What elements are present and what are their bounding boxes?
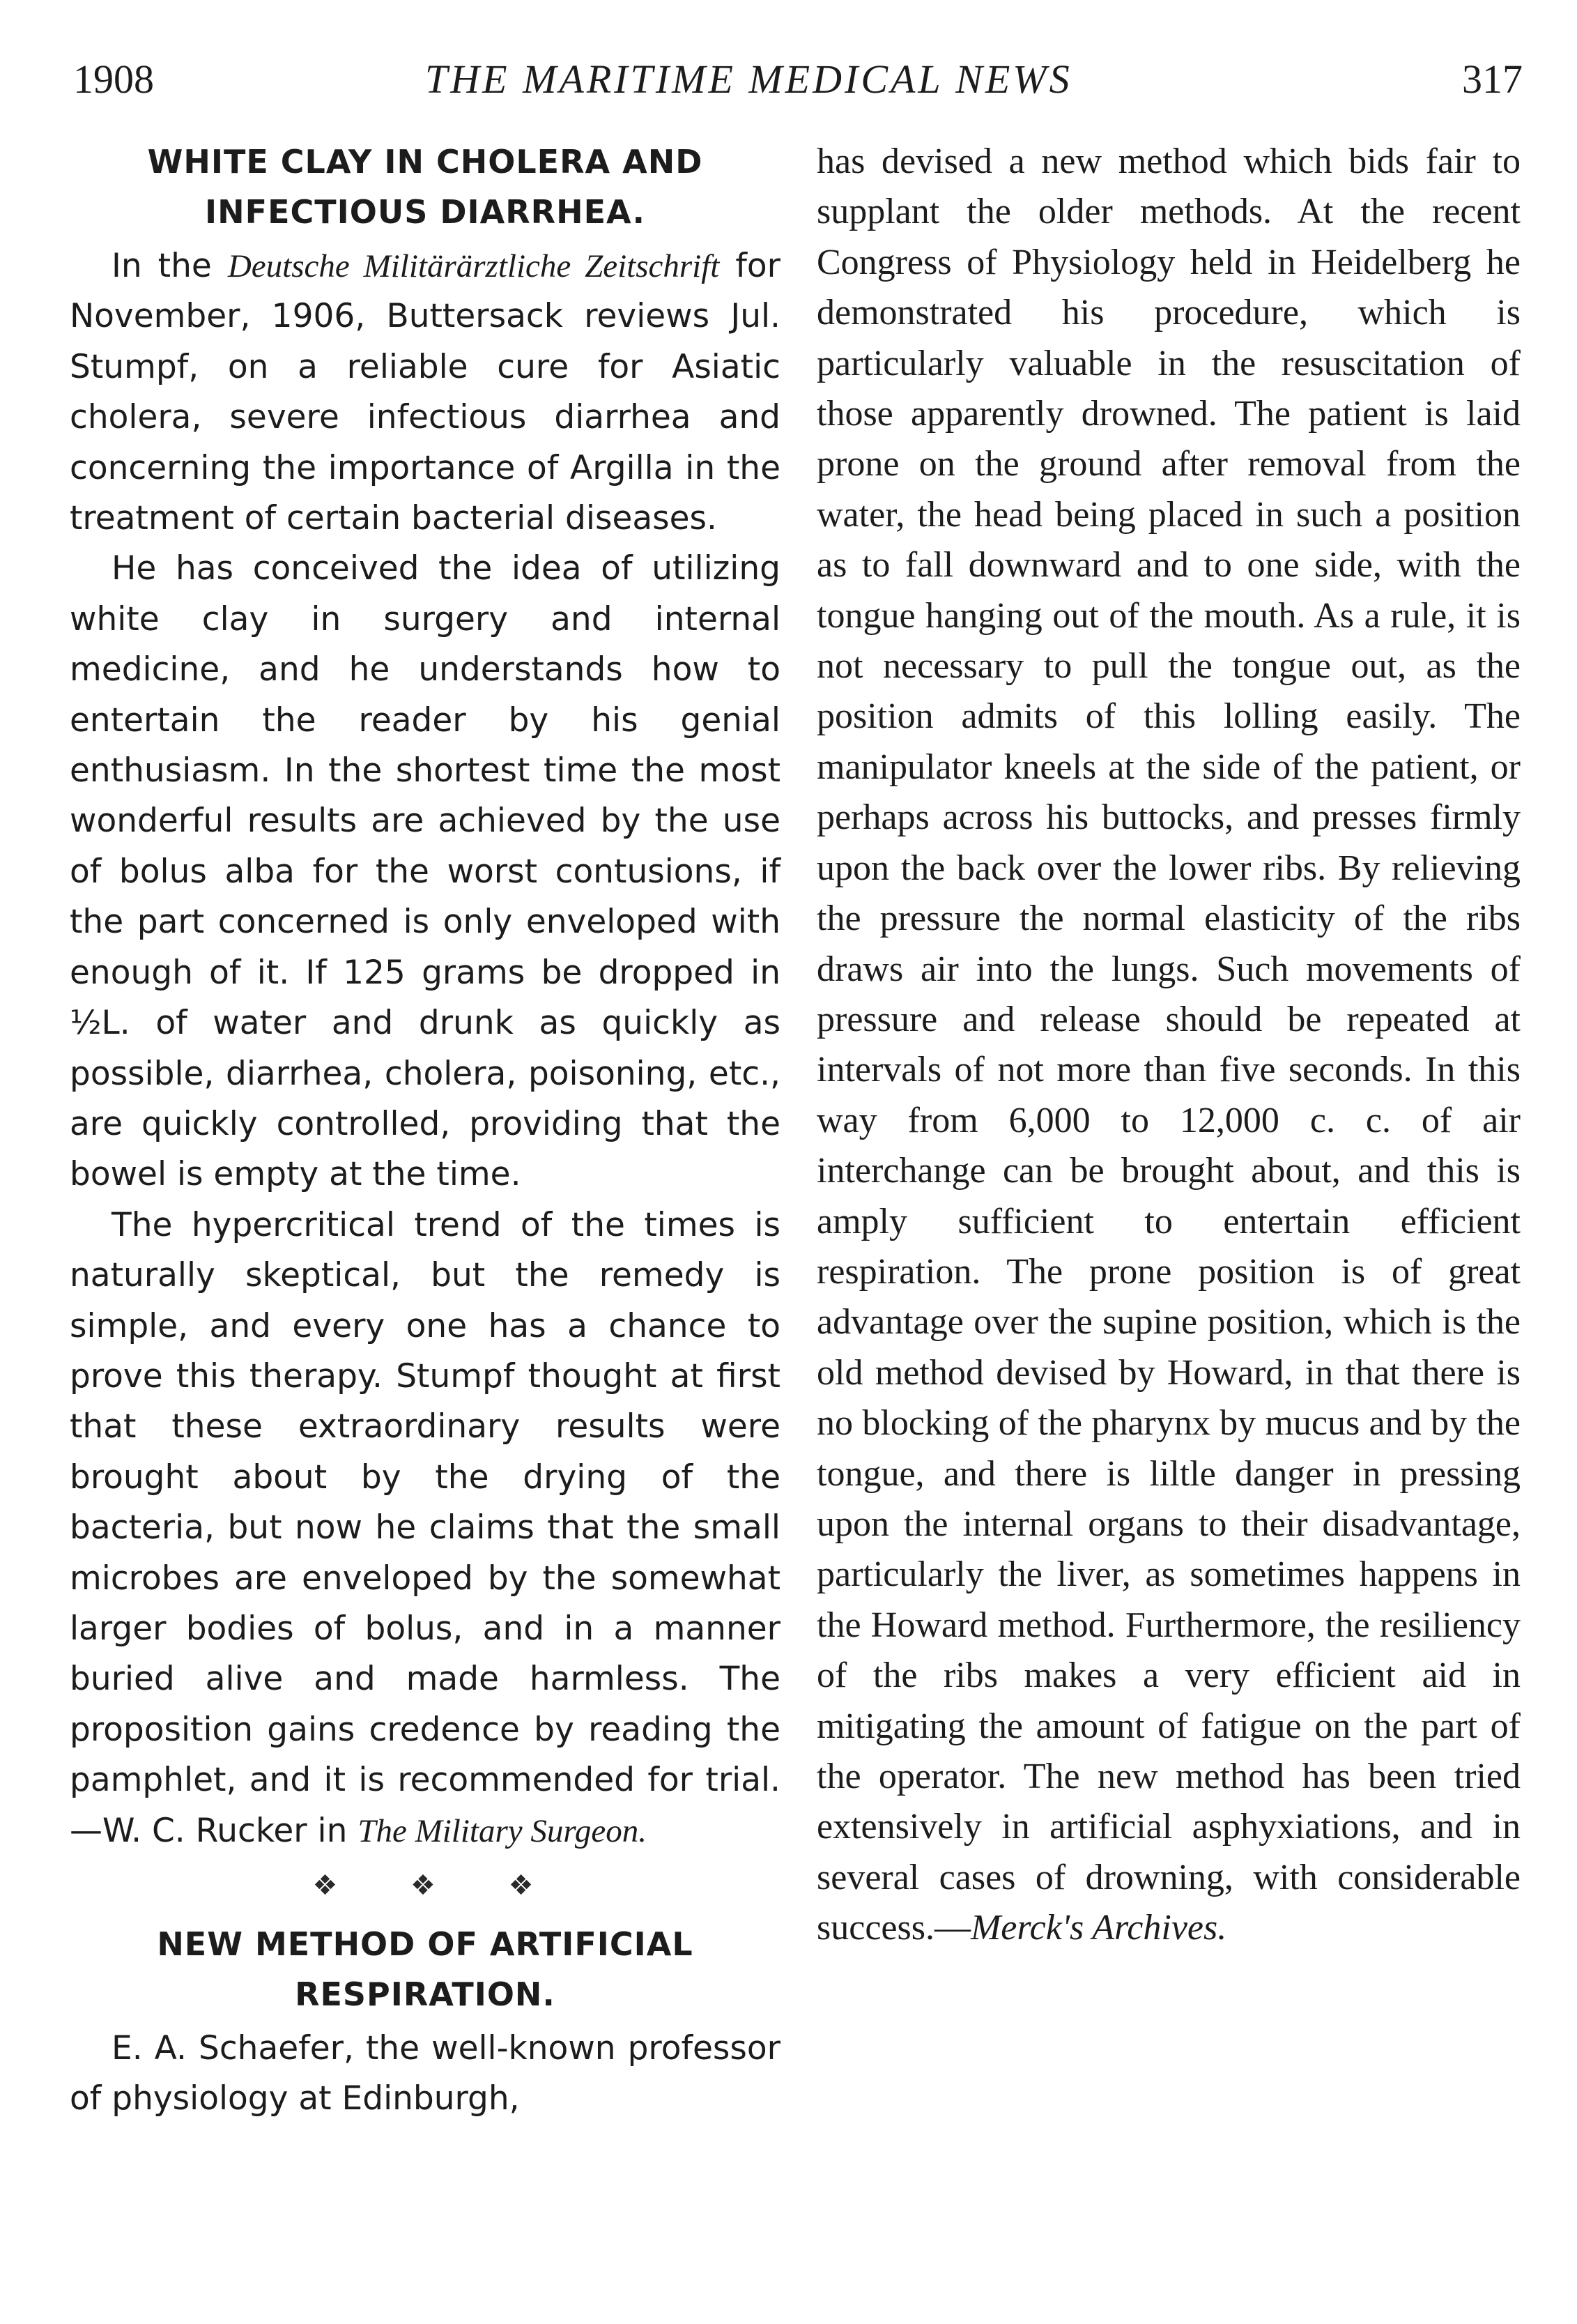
article1-paragraph-2: He has conceived the idea of utilizing white clay in surgery and internal medicine, and he understands how to entertain the reader by his genial enthusiasm. In the shortest time the most wonderful results are achieved by the use of bolus alba for the worst contusions, if the part concerned is only enveloped with enough of it. If 125 grams be dropped in ½L. of water and drunk as quickly as possible, diarrhea, cholera, poisoning, etc., are quickly controlled, providing that the bowel is empty at the time. xyxy=(70,549,780,1194)
page-number: 317 xyxy=(1462,56,1523,102)
article2-heading xyxy=(70,1919,780,2019)
article1-heading-line2: INFECTIOUS DIARRHEA. xyxy=(205,193,645,231)
right-column xyxy=(817,137,1521,1954)
section-ornament: ❖ ❖ ❖ xyxy=(312,1870,566,1902)
article2-paragraph-1: E. A. Schaefer, the well-known professor of physiology at Edinburgh, xyxy=(70,2029,780,2118)
article2-heading-line2: RESPIRATION. xyxy=(295,1975,555,2013)
article1-source: The Military Surgeon. xyxy=(357,1812,647,1849)
article1-heading-line1: WHITE CLAY IN CHOLERA AND xyxy=(147,143,703,181)
article1-p1-body: for November, 1906, Buttersack reviews Jul. Stumpf, on a reliable cure for Asiatic cholera, severe infectious diarrhea and concerning the importance of Argilla in the treatment of certain bacterial diseases. xyxy=(70,247,780,538)
header-year: 1908 xyxy=(73,56,154,102)
article1-heading xyxy=(70,137,780,237)
article2-paragraph-continued xyxy=(817,137,1521,1954)
article1-paragraph-3 xyxy=(70,1200,780,1856)
running-header xyxy=(73,56,1523,112)
journal-name: Deutsche Militärärztliche Zeitschrift xyxy=(227,248,720,284)
journal-title: THE MARITIME MEDICAL NEWS xyxy=(425,56,1072,102)
left-column xyxy=(70,137,780,2125)
article2-body: has devised a new method which bids fair to supplant the older methods. At the recent Congress of Physiology held in Heidelberg he demonstrated his procedure, which is particularly valuable in the resuscitation of those apparently drowned. The patient is laid prone on the ground after removal from the water, the head being placed in such a position as to fall downward and to one side, with the tongue hanging out of the mouth. As a rule, it is not necessary to pull the tongue out, as the position admits of this lolling easily. The manipulator kneels at the side of the patient, or perhaps across his buttocks, and presses firmly upon the back over the lower ribs. By relieving the pressure the normal elasticity of the ribs draws air into the lungs. Such movements of pressure and release should be repeated at intervals of not more than five seconds. In this way from 6,000 to 12,000 c. c. of air interchange can be brought about, and this is amply sufficient to entertain efficient respiration. The prone position is of great advantage over the supine position, which is the old method devised by Howard, in that there is no blocking of the pharynx by mucus and by the tongue, and there is liltle danger in pressing upon the internal organs to their disadvantage, particularly the liver, as sometimes happens in the Howard method. Furthermore, the resiliency of the ribs makes a very efficient aid in mitigating the amount of fatigue on the part of the operator. The new method has been tried extensively in artificial asphyxiations, and in several cases of drowning, with considerable success.— xyxy=(817,142,1521,1948)
article1-paragraph-1 xyxy=(70,241,780,544)
article2-heading-line1: NEW METHOD OF ARTIFICIAL xyxy=(157,1925,693,1963)
article1-p3-body: The hypercritical trend of the times is naturally skeptical, but the remedy is simple, and every one has a chance to prove this therapy. Stumpf thought at first that these extraordinary results were brought about by the drying of the bacteria, but now he claims that the small microbes are enveloped by the somewhat larger bodies of bolus, and in a manner buried alive and made harmless. The proposition gains credence by reading the pamphlet, and it is recommended for trial.—W. C. Rucker in xyxy=(70,1205,780,1850)
article1-p1-intro: In the xyxy=(111,247,228,285)
article2-source: Merck's Archives. xyxy=(970,1908,1227,1948)
